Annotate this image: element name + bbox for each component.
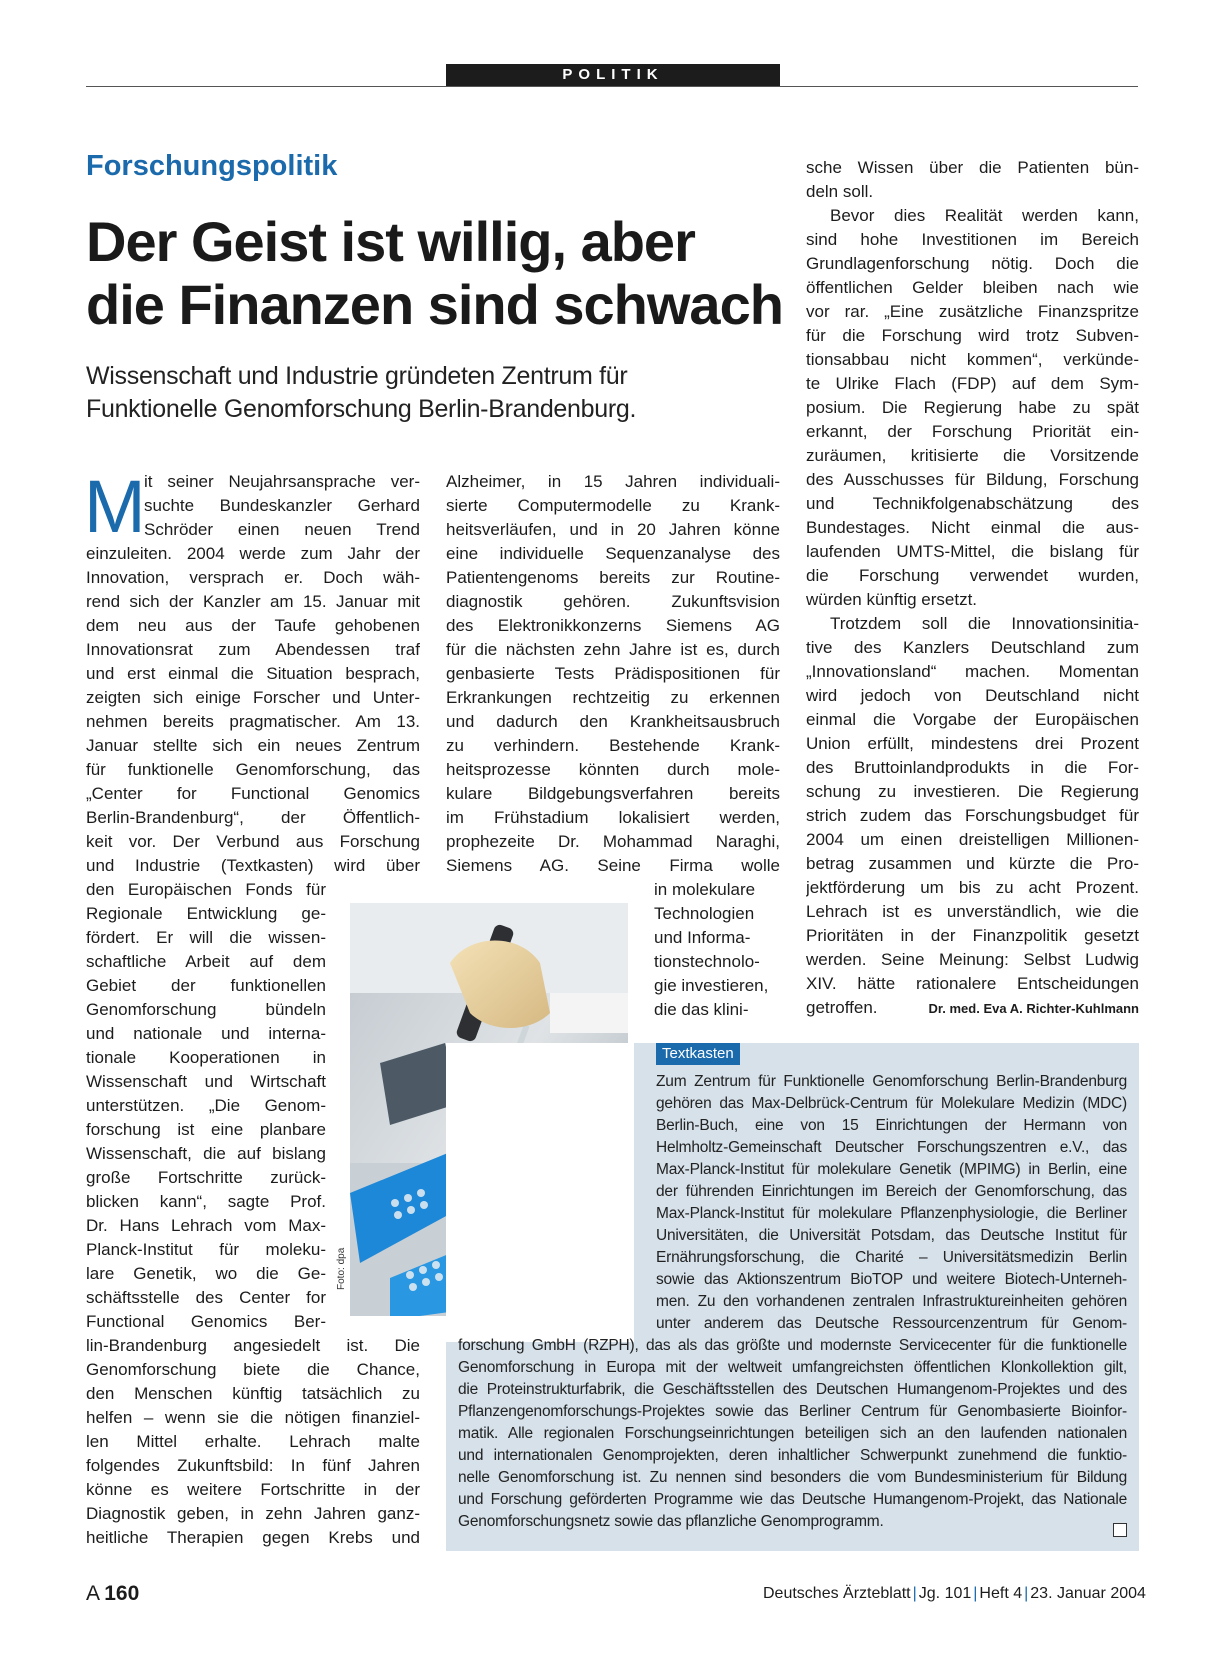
journal-name: Deutsches Ärzteblatt — [763, 1585, 911, 1602]
body-line: „Innovationsland“ machen. Momentan — [806, 662, 1139, 681]
body-line: Grundlagenforschung nötig. Doch die — [806, 254, 1139, 273]
body-line: getroffen. — [806, 998, 878, 1017]
body-line: wird jedoch von Deutschland nicht — [806, 686, 1139, 705]
article-kicker: Forschungspolitik — [86, 150, 338, 182]
drop-cap: M — [84, 465, 146, 548]
body-line: Innovationsrat zum Abendessen traf — [86, 640, 420, 659]
body-line: Lehrach ist es unverständlich, wie die — [806, 902, 1139, 921]
body-line: Januar stellte sich ein neues Zentrum — [86, 736, 420, 755]
body-line: zuräumen, kritisierte die Vorsitzende — [806, 446, 1139, 465]
body-line: den Menschen künftig tatsächlich zu — [86, 1384, 420, 1403]
body-line: genbasierte Tests Prädispositionen für — [446, 664, 780, 683]
column-3 — [806, 156, 1139, 1020]
body-line: prophezeite Dr. Mohammad Naraghi, — [446, 832, 780, 851]
body-line: len Mittel erhalte. Lehrach malte — [86, 1432, 420, 1451]
body-line: jektförderung um bis zu acht Prozent. — [806, 878, 1139, 897]
body-line: laufenden UMTS-Mittel, die bislang für — [806, 542, 1139, 561]
body-line: XIV. hätte rationalere Entscheidungen — [806, 974, 1139, 993]
body-line: und Technikfolgenabschätzung des — [806, 494, 1139, 513]
body-line: Gebiet der funktionellen — [86, 976, 326, 995]
column-1-wrap — [86, 878, 326, 1334]
body-line: einmal die Vorgabe der Europäischen — [806, 710, 1139, 729]
body-line: des Bruttoinlandprodukts in die For- — [806, 758, 1139, 777]
body-line: Berlin-Brandenburg“, der Öffentlich- — [86, 808, 420, 827]
body-line: und erst einmal die Situation besprach, — [86, 664, 420, 683]
body-line: für die Forschung wird trotz Subven- — [806, 326, 1139, 345]
body-line: würden künftig ersetzt. — [806, 590, 978, 609]
body-line: betrag zusammen und kürzte die Pro- — [806, 854, 1139, 873]
textbox-line: Zum Zentrum für Funktionelle Genomforschung Berlin-Brandenburg — [656, 1073, 1127, 1090]
body-line: gie investieren, — [654, 976, 769, 995]
body-line: öffentlichen Gelder bleiben nach wie — [806, 278, 1139, 297]
journal-issue: Heft 4 — [979, 1585, 1023, 1602]
body-line: und Informa- — [654, 928, 751, 947]
body-line: rend sich der Kanzler am 15. Januar mit — [86, 592, 420, 611]
column-2-wrap — [654, 878, 780, 1022]
textbox-line: der führenden Einrichtungen im Bereich der Genomforschung, das — [656, 1183, 1127, 1200]
body-line: helfen – wenn sie die nötigen finanziel- — [86, 1408, 420, 1427]
body-line: dem neu aus der Taufe gehobenen — [86, 616, 420, 635]
body-line: it seiner Neujahrsansprache ver- — [144, 472, 420, 491]
body-line: forschung ist eine planbare — [86, 1120, 326, 1139]
textbox-line: forschung GmbH (RZPH), das als das größte und modernste Servicecenter für die funktionelle — [458, 1337, 1127, 1354]
body-line: heitsprozesse könnten durch mole- — [446, 760, 780, 779]
body-line: erkannt, der Forschung Priorität ein- — [806, 422, 1139, 441]
body-line: eine individuelle Sequenzanalyse des — [446, 544, 780, 563]
body-line: werden. Seine Meinung: Selbst Ludwig — [806, 950, 1139, 969]
body-line: Union erfüllt, mindestens drei Prozent — [806, 734, 1139, 753]
textbox-line: Max-Planck-Institut für molekulare Pflanzenphysiologie, die Berliner — [656, 1205, 1127, 1222]
end-mark-icon — [1113, 1523, 1127, 1537]
body-line: zeigten sich einige Forscher und Unter- — [86, 688, 420, 707]
headline-line: die Finanzen sind schwach — [86, 273, 783, 336]
body-line: schung zu investieren. Die Regierung — [806, 782, 1139, 801]
body-line: heitliche Therapien gegen Krebs und — [86, 1528, 420, 1547]
body-line: Bevor dies Realität werden kann, — [830, 206, 1139, 225]
body-line: große Fortschritte zurück- — [86, 1168, 326, 1187]
body-line: sche Wissen über die Patienten bün- — [806, 158, 1139, 177]
body-line: 2004 um einen dreistelligen Millionen- — [806, 830, 1139, 849]
body-line: zu verhindern. Bestehende Krank- — [446, 736, 780, 755]
body-line: schäftsstelle des Center for — [86, 1288, 326, 1307]
body-line: fördert. Er will die wissen- — [86, 928, 326, 947]
column-1-top — [84, 465, 420, 878]
body-line: Planck-Institut für moleku- — [86, 1240, 326, 1259]
article-deck — [86, 360, 766, 426]
textbox-line: Max-Planck-Institut für molekulare Genetik (MPIMG) in Berlin, eine — [656, 1161, 1127, 1178]
body-line: für die nächsten zehn Jahre ist es, durch — [446, 640, 780, 659]
photo-credit: Foto: dpa — [336, 1247, 347, 1290]
body-line: suchte Bundeskanzler Gerhard — [144, 496, 420, 515]
body-line: sind hohe Investitionen im Bereich — [806, 230, 1139, 249]
body-line: in molekulare — [654, 880, 756, 899]
body-line: keit vor. Der Verbund aus Forschung — [86, 832, 420, 851]
body-line: tionale Kooperationen in — [86, 1048, 326, 1067]
body-line: den Europäischen Fonds für — [86, 880, 326, 899]
column-1-bottom — [86, 1334, 420, 1550]
body-line: Genomforschung biete die Chance, — [86, 1360, 420, 1379]
body-line-last — [806, 996, 1139, 1020]
textbox-line: nelle Genomforschung ist. Zu nennen sind besonders die vom Bundesministerium für Bildung — [458, 1469, 1127, 1486]
page-number — [86, 1582, 139, 1606]
body-line: und nationale und interna- — [86, 1024, 326, 1043]
textbox-line: matik. Alle regionalen Forschungseinrichtungen beteiligen sich an den laufenden nationalen — [458, 1425, 1127, 1442]
textbox-line: und internationalen Genomprojekten, deren inhaltlicher Schwerpunkt zunehmend die funktio- — [458, 1447, 1127, 1464]
body-line: „Center for Functional Genomics — [86, 784, 420, 803]
body-line: kulare Bildgebungsverfahren bereits — [446, 784, 780, 803]
textbox-line: und Forschung geförderten Programme wie das Deutsche Humangenom-Projekt, das Nationale — [458, 1491, 1127, 1508]
textbox-cutout — [446, 1043, 634, 1342]
body-line: Wissenschaft, die auf bislang — [86, 1144, 326, 1163]
textbox-line: gehören das Max-Delbrück-Centrum für Molekulare Medizin (MDC) — [656, 1095, 1127, 1112]
body-line: blicken kann“, sagte Prof. — [86, 1192, 326, 1211]
deck-line: Funktionelle Genomforschung Berlin-Brandenburg. — [86, 395, 637, 423]
article-headline — [86, 210, 786, 336]
journal-volume: Jg. 101 — [918, 1585, 972, 1602]
textbox-label: Textkasten — [656, 1043, 740, 1065]
body-line: Genomforschung bündeln — [86, 1000, 326, 1019]
body-line: Wissenschaft und Wirtschaft — [86, 1072, 326, 1091]
body-line: schaftliche Arbeit auf dem — [86, 952, 326, 971]
body-line: diagnostik gehören. Zukunftsvision — [446, 592, 780, 611]
textbox-line: sowie das Aktionszentrum BioTOP und weitere Biotech-Unterneh- — [656, 1271, 1127, 1288]
body-line: lare Genetik, wo die Ge- — [86, 1264, 326, 1283]
body-line: nehmen bereits pragmatischer. Am 13. — [86, 712, 420, 731]
textbox-line: Berlin-Buch, eine von 15 Einrichtungen der Hermann von — [656, 1117, 1127, 1134]
textbox-line: Genomforschung in Europa mit der weltweit umfangreichsten öffentlichen Klonkollektion gilt, — [458, 1359, 1127, 1376]
body-line: tionsabbau nicht kommen“, verkünde- — [806, 350, 1139, 369]
body-line: tive des Kanzlers Deutschland zum — [806, 638, 1139, 657]
body-line: lin-Brandenburg angesiedelt ist. Die — [86, 1336, 420, 1355]
page-prefix: A — [86, 1582, 101, 1605]
textbox-line: Genomforschungsnetz sowie das pflanzliche Genomprogramm. — [458, 1513, 884, 1530]
textbox-line: Ernährungsforschung, die Charité – Universitätsmedizin Berlin — [656, 1249, 1127, 1266]
body-line: im Frühstadium lokalisiert werden, — [446, 808, 780, 827]
textbox-line: Pflanzengenomforschungs-Projektes sowie das Berliner Centrum für Genombasierte Bioinfor- — [458, 1403, 1127, 1420]
body-line: deln soll. — [806, 182, 874, 201]
body-line: die Forschung verwendet wurden, — [806, 566, 1139, 585]
author-byline: Dr. med. Eva A. Richter-Kuhlmann — [928, 1001, 1139, 1016]
body-line: die das klini- — [654, 1000, 749, 1019]
body-line: und Industrie (Textkasten) wird über — [86, 856, 420, 875]
page-number-value: 160 — [104, 1582, 140, 1605]
body-line: te Ulrike Flach (FDP) auf dem Sym- — [806, 374, 1139, 393]
body-line: Siemens AG. Seine Firma wolle — [446, 856, 780, 875]
body-line: Functional Genomics Ber- — [86, 1312, 326, 1331]
textbox-line: unter anderem das Deutsche Ressourcenzentrum für Genom- — [656, 1315, 1127, 1332]
column-2-top — [446, 470, 780, 878]
body-line: folgendes Zukunftsbild: In fünf Jahren — [86, 1456, 420, 1475]
body-line: könne es weitere Fortschritte in der — [86, 1480, 420, 1499]
body-line: einzuleiten. 2004 werde zum Jahr der — [86, 544, 420, 563]
footer-journal-info: Deutsches Ärzteblatt | Jg. 101 | Heft 4 | 23. Januar 2004 — [763, 1585, 1146, 1602]
header-rule — [86, 86, 1138, 87]
body-line: Dr. Hans Lehrach vom Max- — [86, 1216, 326, 1235]
body-line: Erkrankungen rechtzeitig zu erkennen — [446, 688, 780, 707]
textbox-line: Universitäten, die Universität Potsdam, das Deutsche Institut für — [656, 1227, 1127, 1244]
body-line: sierte Computermodelle zu Krank- — [446, 496, 780, 515]
body-line: Alzheimer, in 15 Jahren individuali- — [446, 472, 780, 491]
body-line: Bundestages. Nicht einmal die aus- — [806, 518, 1139, 537]
body-line: Innovation, versprach er. Doch wäh- — [86, 568, 420, 587]
textbox-line: men. Zu den vorhandenen zentralen Infrastruktureinheiten gehören — [656, 1293, 1127, 1310]
body-line: Trotzdem soll die Innovationsinitia- — [830, 614, 1139, 633]
textbox-line: Helmholtz-Gemeinschaft Deutscher Forschungszentren e.V., das — [656, 1139, 1127, 1156]
textbox-wide-text — [458, 1335, 1127, 1533]
section-label: POLITIK — [446, 64, 780, 86]
body-line: Patientengenoms bereits zur Routine- — [446, 568, 780, 587]
body-line: posium. Die Regierung habe zu spät — [806, 398, 1139, 417]
body-line: Technologien — [654, 904, 755, 923]
body-line: Prioritäten in der Finanzpolitik gesetzt — [806, 926, 1139, 945]
deck-line: Wissenschaft und Industrie gründeten Zentrum für — [86, 362, 628, 390]
body-line: strich zudem das Forschungsbudget für — [806, 806, 1139, 825]
body-line: vor rar. „Eine zusätzliche Finanzspritze — [806, 302, 1139, 321]
body-line: tionstechnolo- — [654, 952, 760, 971]
body-line: des Ausschusses für Bildung, Forschung — [806, 470, 1139, 489]
body-line: und dadurch den Krankheitsausbruch — [446, 712, 780, 731]
headline-line: Der Geist ist willig, aber — [86, 210, 695, 273]
textbox-narrow-text — [656, 1071, 1127, 1335]
body-line: Regionale Entwicklung ge- — [86, 904, 326, 923]
body-line: unterstützen. „Die Genom- — [86, 1096, 326, 1115]
textbox-line: die Proteinstrukturfabrik, die Geschäftsstellen des Deutschen Humangenom-Projektes und des — [458, 1381, 1127, 1398]
body-line: Diagnostik geben, in zehn Jahren ganz- — [86, 1504, 420, 1523]
body-line: des Elektronikkonzerns Siemens AG — [446, 616, 780, 635]
journal-date: 23. Januar 2004 — [1030, 1585, 1146, 1602]
body-line: heitsverläufen, und in 20 Jahren könne — [446, 520, 780, 539]
body-line: für funktionelle Genomforschung, das — [86, 760, 420, 779]
body-line: Schröder einen neuen Trend — [144, 520, 420, 539]
